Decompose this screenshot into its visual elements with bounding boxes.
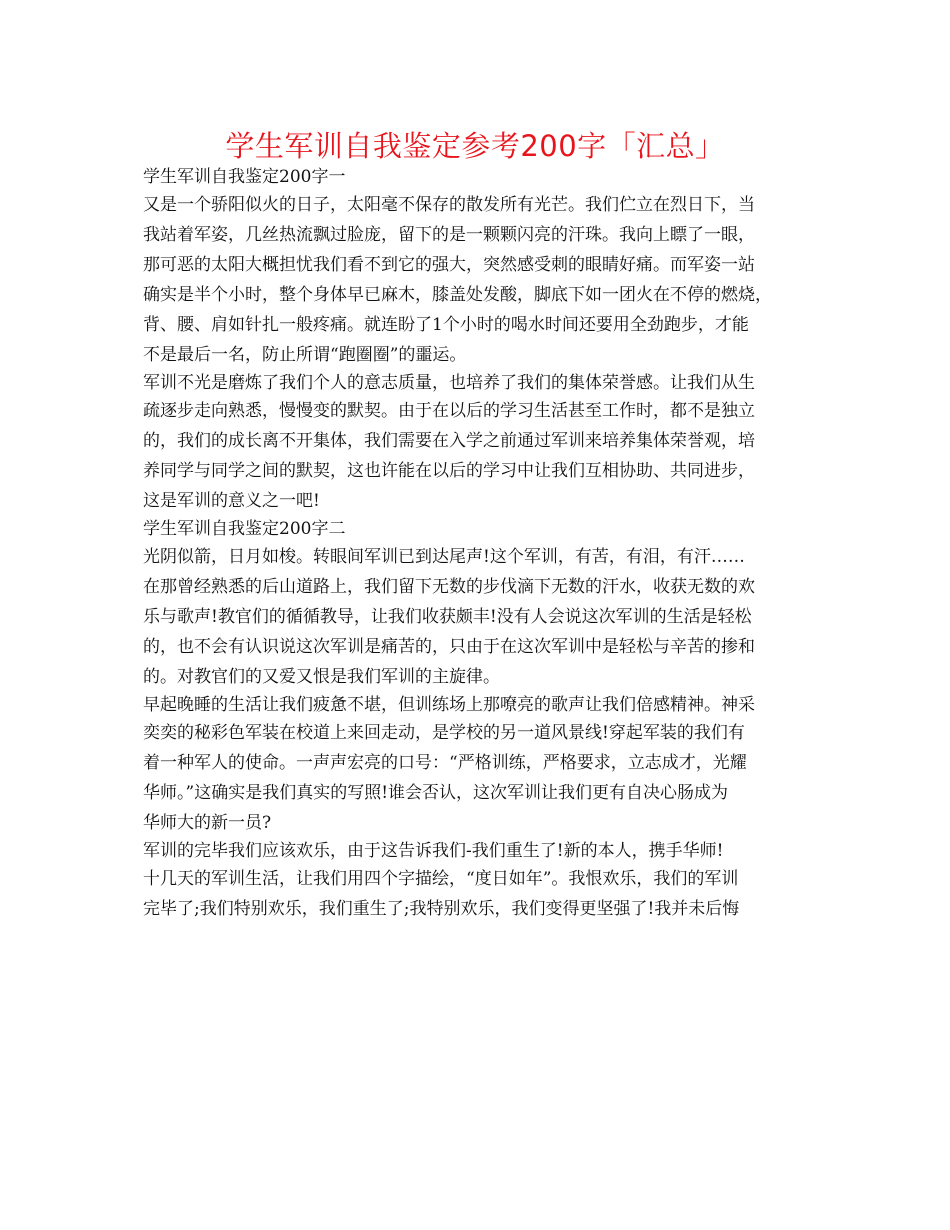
paragraph-line: 背、腰、肩如针扎一般疼痛。就连盼了1个小时的喝水时间还要用全劲跑步，才能: [143, 315, 749, 335]
paragraph-line: 着一种军人的使命。一声声宏亮的口号：“严格训练，严格要求，立志成才，光耀: [143, 753, 747, 773]
section-heading-1: 学生军训自我鉴定200字一: [143, 167, 346, 187]
paragraph-line: 军训的完毕我们应该欢乐，由于这告诉我们-我们重生了!新的本人，携手华师!: [143, 841, 724, 861]
section-heading-2: 学生军训自我鉴定200字二: [143, 519, 346, 539]
paragraph-line: 早起晚睡的生活让我们疲惫不堪，但训练场上那嘹亮的歌声让我们倍感精神。神采: [143, 695, 755, 715]
paragraph-line: 奕奕的秘彩色军装在校道上来回走动，是学校的另一道风景线!穿起军装的我们有: [143, 723, 745, 743]
paragraph-line: 不是最后一名，防止所谓“跑圈圈”的噩运。: [143, 345, 467, 365]
document-title: 学生军训自我鉴定参考200字「汇总」: [225, 129, 725, 163]
paragraph-line: 的。对教官们的又爱又恨是我们军训的主旋律。: [143, 667, 500, 687]
paragraph-line: 乐与歌声!教官们的循循教导，让我们收获颇丰!没有人会说这次军训的生活是轻松: [143, 607, 752, 627]
paragraph-line: 在那曾经熟悉的后山道路上，我们留下无数的步伐滴下无数的汗水，收获无数的欢: [143, 577, 755, 597]
paragraph-line: 又是一个骄阳似火的日子，太阳毫不保存的散发所有光芒。我们伫立在烈日下，当: [143, 195, 755, 215]
paragraph-line: 养同学与同学之间的默契，这也许能在以后的学习中让我们互相协助、共同进步，: [143, 461, 755, 481]
paragraph-line: 十几天的军训生活，让我们用四个字描绘，“度日如年”。我恨欢乐，我们的军训: [143, 869, 739, 889]
paragraph-line: 那可恶的太阳大概担忧我们看不到它的强大，突然感受刺的眼睛好痛。而军姿一站: [143, 255, 755, 275]
paragraph-line: 完毕了;我们特别欢乐，我们重生了;我特别欢乐，我们变得更坚强了!我并未后悔: [143, 899, 740, 919]
paragraph-line: 这是军训的意义之一吧!: [143, 491, 320, 511]
paragraph-line: 疏逐步走向熟悉，慢慢变的默契。由于在以后的学习生活甚至工作时，都不是独立: [143, 401, 755, 421]
paragraph-line: 的，也不会有认识说这次军训是痛苦的，只由于在这次军训中是轻松与辛苦的掺和: [143, 637, 755, 657]
paragraph-line: 军训不光是磨炼了我们个人的意志质量，也培养了我们的集体荣誉感。让我们从生: [143, 373, 755, 393]
document-body: [143, 164, 815, 924]
paragraph-line: 我站着军姿，几丝热流飘过脸庞，留下的是一颗颗闪亮的汗珠。我向上瞟了一眼，: [143, 225, 755, 245]
paragraph-line: 的，我们的成长离不开集体，我们需要在入学之前通过军训来培养集体荣誉观，培: [143, 431, 755, 451]
paragraph-line: 华师。”这确实是我们真实的写照!谁会否认，这次军训让我们更有自决心肠成为: [143, 783, 729, 803]
paragraph-line: 光阴似箭，日月如梭。转眼间军训已到达尾声!这个军训，有苦，有泪，有汗……: [143, 547, 745, 567]
paragraph-line: 确实是半个小时，整个身体早已麻木，膝盖处发酸，脚底下如一团火在不停的燃烧，: [143, 285, 772, 305]
paragraph-line: 华师大的新一员?: [143, 813, 272, 833]
